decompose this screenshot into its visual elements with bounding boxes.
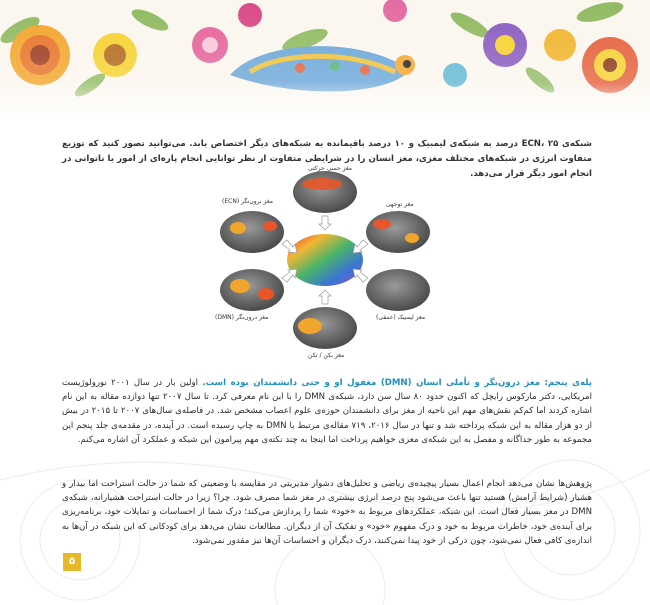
brain-networks-figure <box>210 162 440 362</box>
brain-combined <box>287 234 363 286</box>
page-number-badge: ۵ <box>63 553 81 571</box>
label-sensorimotor: مغز حسی حرکتی <box>308 165 352 172</box>
label-attention: مغز توجهی <box>386 201 414 208</box>
label-limbic: مغز لیمبیک (عمقی) <box>376 314 426 321</box>
brain-sensorimotor <box>293 171 357 213</box>
floral-header-illustration <box>0 0 650 118</box>
section-paragraph <box>62 376 592 448</box>
brain-visual <box>293 307 357 349</box>
label-ecn: مغز برون‌نگر (ECN) <box>222 198 273 205</box>
brain-limbic <box>366 269 430 311</box>
intro-paragraph: شبکه‌ی ECN، ۲۵ درصد به شبکه‌ی لیمبیک و ۱۰ درصد باقیمانده به شبکه‌های دیگر اختصاص یابد. می‌توانید تصور کنید که توزیع متفاوت انرژی در شبکه‌های مختلف مغزی، مغز انسان را در شرایطی متفاوت از نظر توانایی انجام پاره‌ای از امور یا ناتوانی در انجام امور دیگر قرار می‌دهد. <box>62 138 592 179</box>
brain-ecn <box>220 211 284 253</box>
brain-diagram <box>210 162 440 362</box>
brain-attention <box>366 211 430 253</box>
section-heading: پله‌ی پنجم: مغز درون‌نگر و تأملی انسان (DMN) مغفول او و حتی دانشمندان بوده است. <box>202 377 592 388</box>
section-body: اولین بار در سال ۲۰۰۱ نورولوژیست امریکایی، دکتر مارکوس رایچل که اکنون حدود ۸۰ سال سن دارد، شبکه‌ی DMN را با این نام معرفی کرد. تا سال ۲۰۰۷ تنها دوازده مقاله به این نام اشاره کردند اما کم‌کم نقش‌های مهم این ناحیه از مغز برای دانشمندان حوزه‌ی علوم اعصاب مشخص شد. در فاصله‌ی سال‌های ۲۰۰۷ تا ۲۰۱۵ در بیش از دو هزار مقاله به این شبکه پرداخته شد و تنها در سال ۲۰۱۶، ۷۱۹ مقاله‌ی مرتبط با DMN به چاپ رسیده است. در آینده، در مقدمه‌ی جلد پنجم این مجموعه به طور جداگانه و مفصل به این شبکه‌ی مغزی خواهیم پرداخت اما اینجا به چند نکته‌ی مهم پیرامون این شبکه و عملکرد آن اشاره می‌کنم. <box>62 377 592 446</box>
figure-caption: مغز بکن / تکن <box>308 352 345 359</box>
brain-dmn <box>220 269 284 311</box>
label-dmn: مغز درون‌نگر (DMN) <box>215 314 269 321</box>
dmn-paragraph: پژوهش‌ها نشان می‌دهد انجام اعمال بسیار پیچیده‌ی ریاضی و تحلیل‌های دشوار مدیریتی در مقایسه با وضعیتی که شما در حالت استراحت اما بیدار و هشیار (شرایط آرامش) هستید تنها باعث می‌شود پنج درصد انرژی بیشتری در مغز شما مصرف شود. چرا؟ زیرا در حالت استراحت هشیارانه، شبکه‌ی DMN در مغز بسیار فعال است. این شبکه، عملکردهای مربوط به «خود» شما را پردازش می‌کند؛ درک شما از احساسات و تمایلات خود، برنامه‌ریزی برای آینده‌ی خود، خاطرات مربوط به خود و درک مفهوم «خود» و تفکیک آن از دیگران. مطالعات نشان می‌دهد برای کودکانی که این شبکه در آن‌ها به اندازه‌ی کافی فعال نمی‌شود، چون درکی از خود پیدا نمی‌کنند، درک دیگران و احساسات آن‌ها نیز مقدور نمی‌شود. <box>62 478 592 547</box>
